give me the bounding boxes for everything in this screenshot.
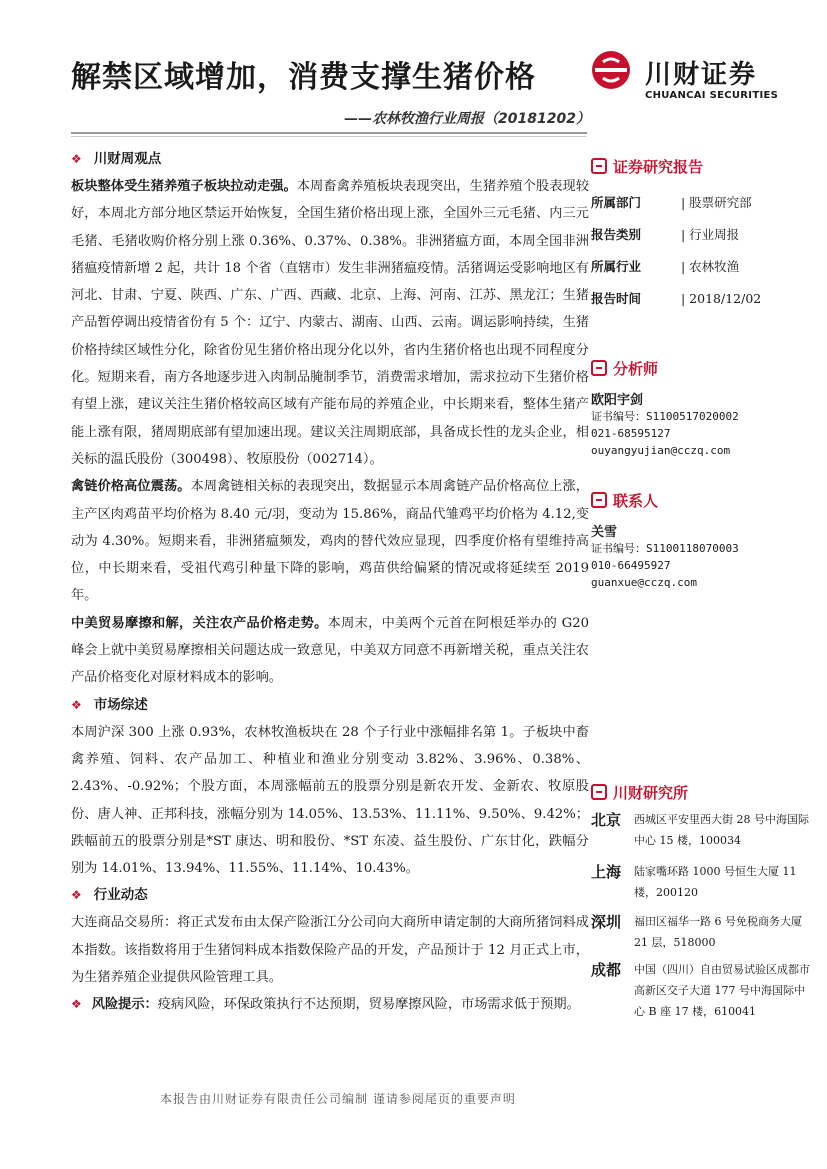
sidebar	[591, 155, 811, 1022]
risk-warning: ❖ 风险提示：疫病风险，环保政策执行不达预期，贸易摩擦风险，市场需求低于预期。	[71, 997, 580, 1013]
section-marker-icon	[591, 492, 607, 508]
paragraph-market: 本周沪深 300 上涨 0.93%，农林牧渔板块在 28 个子行业中涨幅排名第 1。子板块中畜禽养殖、饲料、农产品加工、种植业和渔业分别变动 3.82%、3.96%、0.38%、2.43%、-0.92%；个股方面，本周涨幅前五的股票分别是新农开发、金新农、牧原股份、唐人神、正邦科技，涨幅分别为 14.05%、13.53%、11.11%、9.50%、9.42%；跌幅前五的股票分别是*ST 康达、明和股份、*ST 东凌、益生股份、广东甘化，跌幅分别为 14.01%、13.94%、11.55%、11.14%、10.43%。	[71, 724, 589, 877]
sidebar-heading-institute: 川财研究所	[591, 781, 811, 805]
header-divider	[71, 132, 587, 134]
section-marker-icon	[591, 784, 607, 800]
analyst-name: 欧阳宇剑	[591, 393, 644, 408]
section-marker-icon	[591, 360, 607, 376]
diamond-bullet-icon: ❖	[71, 997, 82, 1012]
section-marker-icon	[591, 158, 607, 174]
report-title: 解禁区域增加，消费支撑生猪价格	[71, 60, 536, 95]
meta-row-type: 报告类别 | 行业周报	[591, 227, 740, 242]
paragraph-pig: 板块整体受生猪养殖子板块拉动走强。本周畜禽养殖板块表现突出，生猪养殖个股表现较好，本周北方部分地区禁运开始恢复，全国生猪价格出现上涨，全国外三元毛猪、内三元毛猪、毛猪收购价格分别上涨 0.36%、0.37%、0.38%。非洲猪瘟方面，本周全国非洲猪瘟疫情新增 2 起，共计 18 个省（直辖市）发生非洲猪瘟疫情。活猪调运受影响地区有河北、甘肃、宁夏、陕西、广东、广西、西藏、北京、上海、河南、江苏、黑龙江；生猪产品暂停调出疫情省份有 5 个：辽宁、内蒙古、湖南、山西、云南。调运影响持续，生猪价格持续区域性分化，除省份见生猪价格出现分化以外，省内生猪价格也出现不同程度分化。短期来看，南方各地逐步进入肉制品腌制季节，消费需求增加，需求拉动下生猪价格有望上涨，建议关注生猪价格较高区域有产能布局的养殖企业，中长期来看，整体生猪产能上涨有限，猪周期底部有望加速出现。建议关注周期底部，具备成长性的龙头企业，相关标的温氏股份（300498）、牧原股份（002714）。	[71, 179, 590, 467]
meta-row-date: 报告时间 | 2018/12/02	[591, 291, 762, 306]
office-shanghai: 上海 陆家嘴环路 1000 号恒生大厦 11 楼，200120	[591, 863, 797, 899]
chuancai-logo-icon	[591, 50, 631, 90]
page-footer: 本报告由川财证券有限责任公司编制 谨请参阅尾页的重要声明	[160, 1092, 516, 1106]
office-chengdu: 成都 中国（四川）自由贸易试验区成都市高新区交子大道 177 号中海国际中心 B 座 17 楼，610041	[591, 961, 810, 1018]
analyst-email[interactable]: ouyangyujian@cczq.com	[591, 444, 731, 457]
header-divider-thin	[71, 136, 587, 137]
paragraph-industry: 大连商品交易所：将正式发布由太保产险浙江分公司向大商所申请定制的大商所猪饲料成本指数。该指数将用于生猪饲料成本指数保险产品的开发，产品预计于 12 月正式上市，为生猪养殖企业提供风险管理工具。	[71, 915, 589, 986]
logo-text-en: CHUANCAI SECURITIES	[645, 90, 779, 101]
diamond-bullet-icon: ❖	[71, 888, 82, 903]
analyst-cert: 证书编号：S1100517020002	[591, 410, 739, 423]
logo-text-cn: 川财证券	[645, 60, 758, 90]
report-subtitle: ——农林牧渔行业周报（20181202）	[344, 111, 590, 127]
sidebar-heading-contact: 联系人	[591, 489, 811, 513]
sidebar-heading-analyst: 分析师	[591, 357, 811, 381]
section-heading-view: ❖ 川财周观点	[71, 151, 162, 167]
contact-phone: 010-66495927	[591, 559, 671, 572]
section-heading-industry: ❖ 行业动态	[71, 887, 148, 904]
paragraph-trade: 中美贸易摩擦和解，关注农产品价格走势。本周末，中美两个元首在阿根廷举办的 G20 峰会上就中美贸易摩擦相关问题达成一致意见，中美双方同意不再新增关税，重点关注农产品价格变化对原材料成本的影响。	[71, 615, 589, 686]
paragraph-poultry: 禽链价格高位震荡。本周禽链相关标的表现突出，数据显示本周禽链产品价格高位上涨，主产区肉鸡苗平均价格为 8.40 元/羽，变动为 15.86%，商品代雏鸡平均价格为 4.12,变动为 4.30%。短期来看，非洲猪瘟频发，鸡肉的替代效应显现，四季度价格有望维持高位，中长期来看，受祖代鸡引种量下降的影响，鸡苗供给偏紧的情况或将延续至 2019 年。	[71, 479, 589, 604]
analyst-phone: 021-68595127	[591, 427, 671, 440]
meta-row-dept: 所属部门 | 股票研究部	[591, 195, 752, 210]
section-heading-market: ❖ 市场综述	[71, 696, 148, 713]
office-shenzhen: 深圳 福田区福华一路 6 号免税商务大厦 21 层，518000	[591, 913, 802, 949]
office-beijing: 北京 西城区平安里西大街 28 号中海国际中心 15 楼，100034	[591, 811, 809, 847]
meta-row-industry: 所属行业 | 农林牧渔	[591, 259, 740, 274]
diamond-bullet-icon: ❖	[71, 697, 82, 712]
sidebar-heading-report: 证券研究报告	[591, 155, 811, 179]
main-content	[71, 146, 589, 1019]
contact-email[interactable]: guanxue@cczq.com	[591, 576, 697, 589]
company-logo	[591, 50, 781, 104]
contact-cert: 证书编号：S1100118070003	[591, 542, 739, 555]
contact-name: 关雪	[591, 525, 618, 540]
diamond-bullet-icon: ❖	[71, 152, 82, 166]
